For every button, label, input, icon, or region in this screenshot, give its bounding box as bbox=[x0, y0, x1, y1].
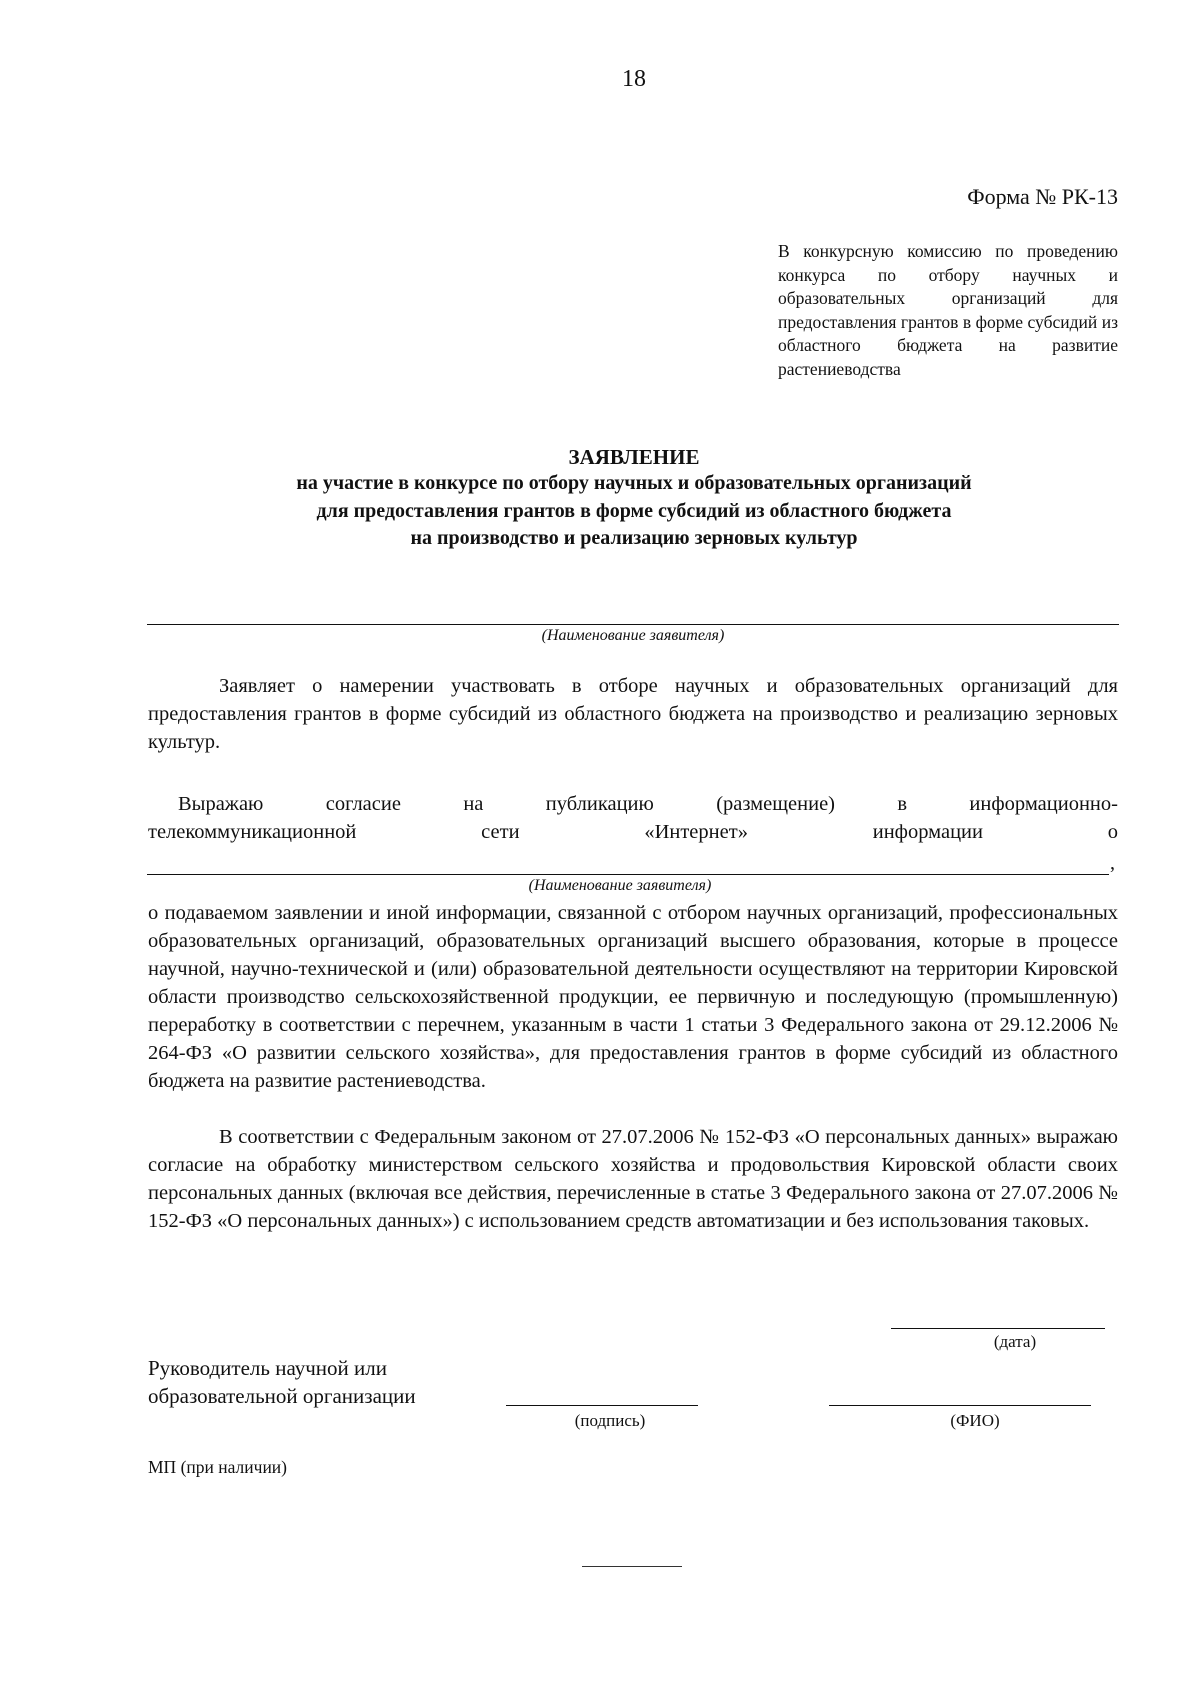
signature-line bbox=[506, 1405, 698, 1406]
consent-word: информационно- bbox=[969, 793, 1118, 815]
line-end-comma: , bbox=[1110, 852, 1115, 874]
addressee-block: В конкурсную комиссию по проведению конкурса по отбору научных и образовательных организаций для предоставления грантов в форме субсидий из областного бюджета на развитие растениеводства bbox=[778, 241, 1118, 379]
consent-word: информации bbox=[872, 821, 983, 843]
paragraph-intent: Заявляет о намерении участвовать в отборе научных и образовательных организаций для предоставления грантов в форме субсидий из областного бюджета на производство и реализацию зерновых культур. bbox=[148, 675, 1118, 753]
form-number: Форма № РК-13 bbox=[967, 184, 1118, 209]
document-title bbox=[148, 444, 1120, 553]
consent-word: «Интернет» bbox=[644, 821, 748, 843]
paragraph-personal-data: В соответствии с Федеральным законом от 27.07.2006 № 152-ФЗ «О персональных данных» выражаю согласие на обработку министерством сельского хозяйства и продовольствия Кировской области своих персональных данных (включая все действия, перечисленные в статье 3 Федерального закона от 27.07.2006 № 152-ФЗ «О персональных данных») с использованием средств автоматизации и без использования таковых. bbox=[148, 1126, 1118, 1232]
title-line-2: для предоставления грантов в форме субсидий из областного бюджета bbox=[316, 499, 952, 522]
consent-line-1 bbox=[178, 793, 1118, 816]
consent-word: сети bbox=[481, 821, 520, 843]
applicant-name-line-2 bbox=[147, 874, 1109, 875]
head-line-1: Руководитель научной или bbox=[148, 1356, 387, 1380]
consent-word: телекоммуникационной bbox=[148, 821, 357, 843]
consent-word: Выражаю bbox=[178, 793, 264, 815]
closing-dash bbox=[582, 1566, 682, 1567]
head-line-2: образовательной организации bbox=[148, 1384, 416, 1408]
date-line bbox=[891, 1328, 1105, 1329]
head-title bbox=[148, 1354, 416, 1410]
date-caption: (дата) bbox=[993, 1332, 1037, 1351]
consent-word: на bbox=[463, 793, 484, 815]
paragraph-info: о подаваемом заявлении и иной информации, связанной с отбором научных организаций, профессиональных образовательных организаций, образовательных организаций высшего образования, которые в процессе научной, научно-технической и (или) образовательной деятельности осуществляют на территории Кировской области производство сельскохозяйственной продукции, ее первичную и последующую (промышленную) переработку в соответствии с перечнем, указанным в части 1 статьи 3 Федерального закона от 29.12.2006 № 264-ФЗ «О развитии сельского хозяйства», для предоставления грантов в форме субсидий из областного бюджета на развитие растениеводства. bbox=[148, 902, 1118, 1092]
page-number: 18 bbox=[622, 66, 646, 92]
title-line-3: на производство и реализацию зерновых культур bbox=[410, 527, 858, 549]
consent-word: о bbox=[1107, 821, 1118, 843]
consent-word: (размещение) bbox=[716, 793, 835, 815]
title-line-1: на участие в конкурсе по отбору научных и образовательных организаций bbox=[296, 472, 972, 494]
title-main: ЗАЯВЛЕНИЕ bbox=[568, 445, 700, 469]
signature-caption: (подпись) bbox=[574, 1411, 646, 1430]
consent-word: в bbox=[897, 793, 908, 815]
consent-word: публикацию bbox=[545, 793, 654, 815]
consent-word: согласие bbox=[325, 793, 401, 815]
applicant-name-line-1 bbox=[147, 624, 1119, 625]
consent-line-2 bbox=[148, 821, 1118, 844]
stamp-label: МП (при наличии) bbox=[148, 1457, 288, 1477]
fio-caption: (ФИО) bbox=[950, 1411, 1000, 1430]
applicant-caption-1: (Наименование заявителя) bbox=[541, 627, 725, 644]
fio-line bbox=[829, 1405, 1091, 1406]
applicant-caption-2: (Наименование заявителя) bbox=[528, 877, 712, 894]
